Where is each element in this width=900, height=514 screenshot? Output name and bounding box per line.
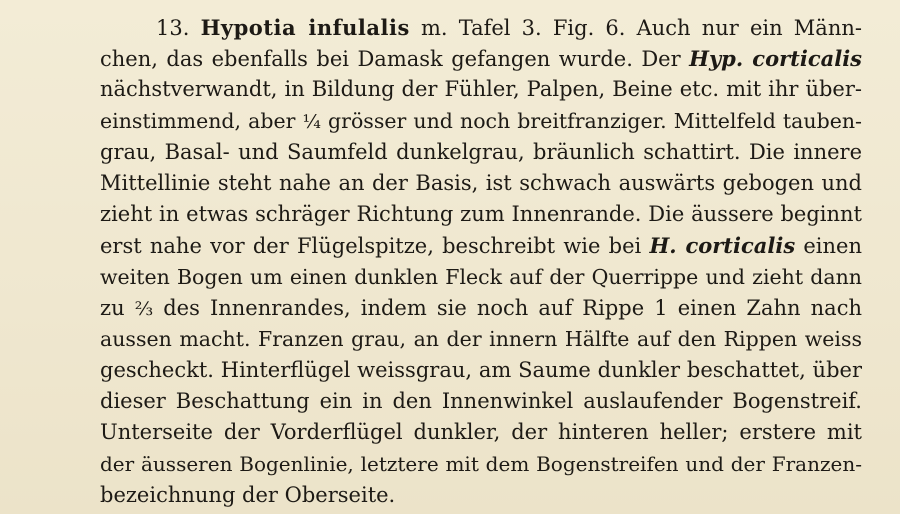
text-line-4 (100, 106, 862, 137)
entry-reference: m. Tafel 3. Fig. 6. Auch nur ein Männ- (420, 16, 862, 40)
text-line-2 (100, 43, 862, 74)
entry-number: 13. (156, 16, 190, 40)
text-segment: des Innenrandes, indem sie noch auf Rippe 1 einen Zahn nach (163, 295, 862, 320)
text-segment: einstimmend, aber (100, 108, 296, 133)
text-line-13: dieser Beschattung ein in den Innenwinkel auslaufender Bogenstreif. (100, 389, 862, 414)
related-species-name-2: H. corticalis (649, 233, 796, 259)
text-line-10 (100, 293, 862, 324)
text-line-14: Unterseite der Vorderflügel dunkler, der hinteren heller; erstere mit (100, 420, 862, 445)
species-description-text (100, 12, 862, 511)
species-name: Hypotia infulalis (200, 15, 410, 40)
text-line-5: grau, Basal- und Saumfeld dunkelgrau, bräunlich schattirt. Die innere (100, 139, 862, 164)
text-segment: zu (100, 295, 125, 320)
text-line-11: aussen macht. Franzen grau, an der innern Hälfte auf den Rippen weiss (100, 326, 862, 351)
text-line-8 (100, 230, 862, 261)
text-line-1 (100, 12, 862, 43)
text-line-12: gescheckt. Hinterflügel weissgrau, am Saume dunkler beschattet, über (100, 358, 862, 383)
text-line-15: der äusseren Bogenlinie, letztere mit dem Bogenstreifen und der Franzen- (100, 451, 862, 476)
text-line-3: nächstverwandt, in Bildung der Fühler, Palpen, Beine etc. mit ihr über- (100, 77, 862, 102)
related-species-name: Hyp. corticalis (689, 46, 862, 72)
fraction-two-thirds: ⅔ (134, 297, 154, 320)
text-segment: grösser und noch breitfranziger. Mittelfeld tauben- (328, 108, 862, 133)
fraction-one-quarter: ¼ (302, 110, 321, 133)
text-segment: erst nahe vor der Flügelspitze, beschreibt wie bei (100, 234, 642, 259)
text-line-16: bezeichnung der Oberseite. (100, 482, 396, 507)
text-line-6: Mittellinie steht nahe an der Basis, ist schwach auswärts gebogen und (100, 170, 862, 195)
text-segment: einen (803, 234, 862, 259)
text-line-7: zieht in etwas schräger Richtung zum Innenrande. Die äussere beginnt (100, 202, 862, 227)
text-line-9: weiten Bogen um einen dunklen Fleck auf der Querrippe und zieht dann (100, 264, 862, 289)
text-segment: chen, das ebenfalls bei Damask gefangen wurde. Der (100, 47, 681, 72)
